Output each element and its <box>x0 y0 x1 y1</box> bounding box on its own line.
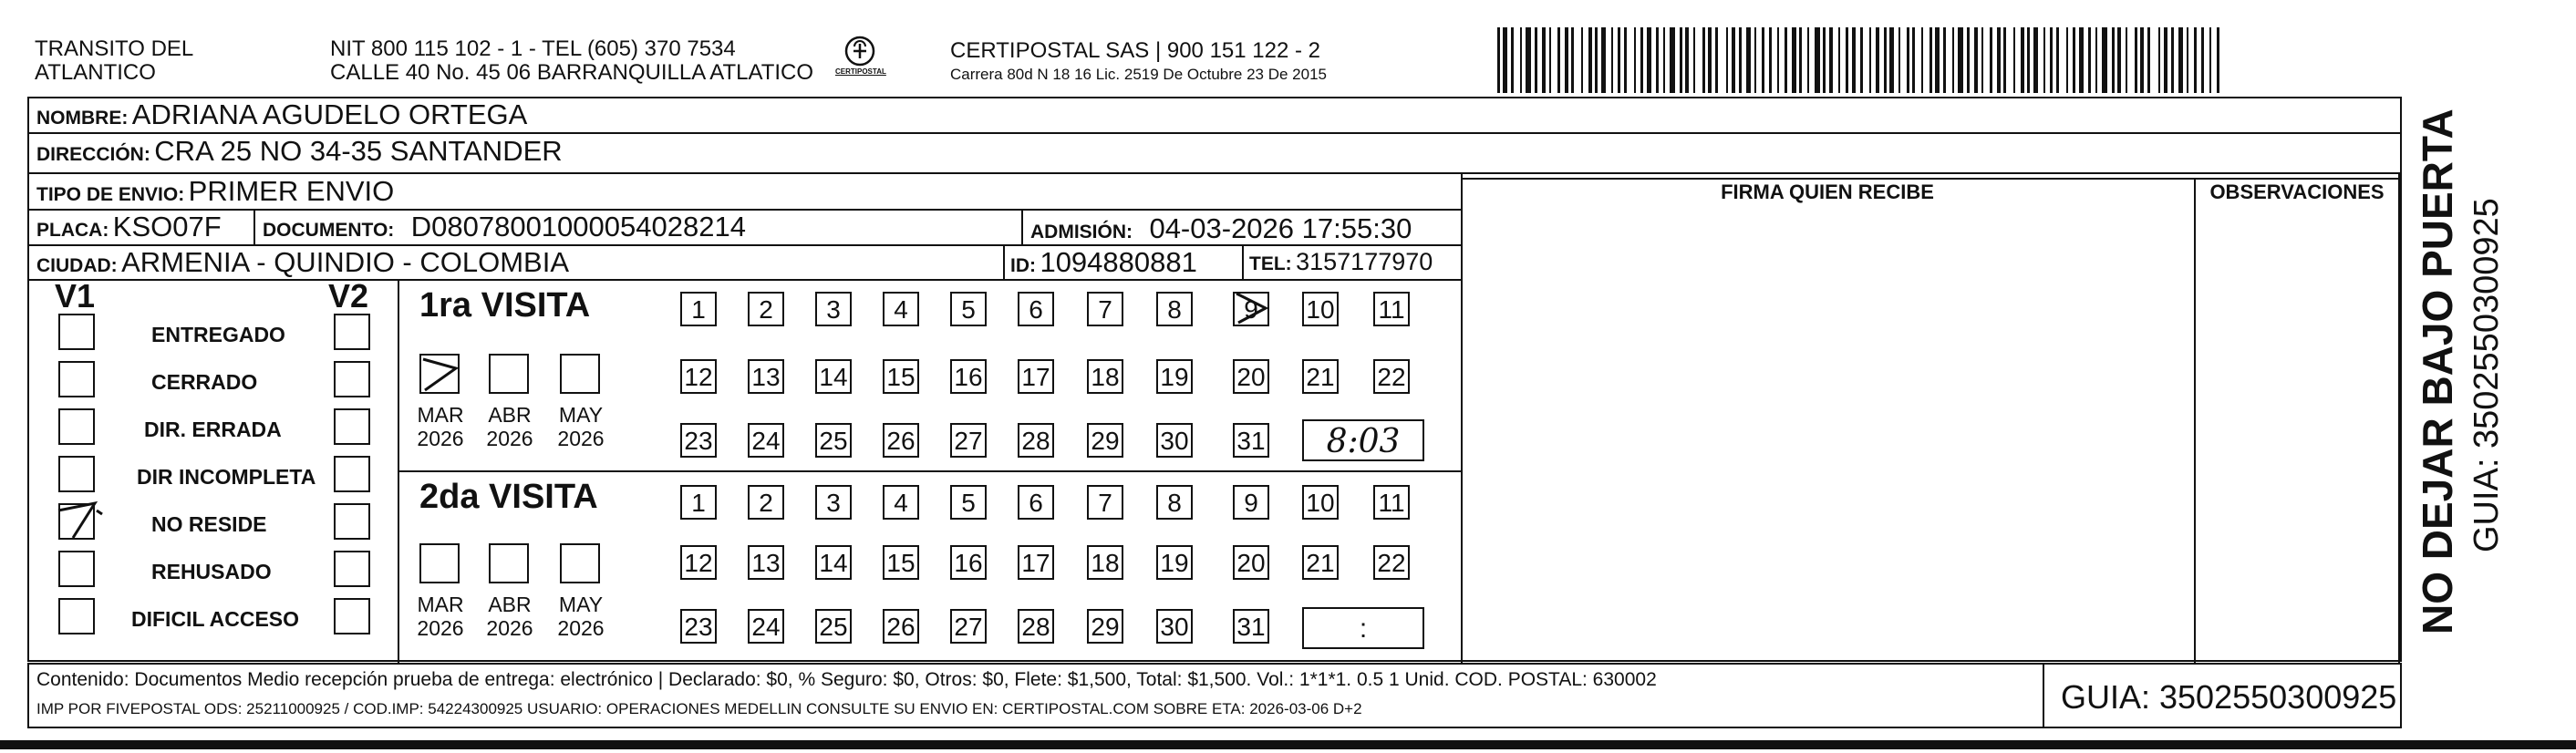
day-box-31[interactable]: 31 <box>1233 609 1269 644</box>
barcode-bar <box>1799 27 1802 93</box>
month-label: ABR <box>488 403 532 427</box>
day-box-31[interactable]: 31 <box>1233 423 1269 458</box>
document-label: DOCUMENTO: <box>263 220 395 241</box>
barcode-bar <box>2217 27 2219 93</box>
month-checkbox[interactable] <box>489 543 529 583</box>
barcode-bar <box>2194 27 2197 93</box>
barcode-bar <box>1997 27 2001 93</box>
barcode-bar <box>2021 27 2024 93</box>
day-box-29[interactable]: 29 <box>1087 423 1123 458</box>
barcode-bar <box>1595 27 1598 93</box>
day-box-9[interactable]: 9 <box>1233 292 1269 326</box>
tel-label: TEL: <box>1249 253 1292 274</box>
barcode-bar <box>2147 27 2150 93</box>
barcode-bar <box>1823 27 1826 93</box>
send-type-label: TIPO DE ENVIO: <box>36 184 185 205</box>
barcode-bar <box>2158 27 2160 93</box>
day-box-22[interactable]: 22 <box>1373 545 1410 580</box>
month-label: MAR <box>417 403 464 427</box>
day-box-24[interactable]: 24 <box>748 423 784 458</box>
barcode-bar <box>1746 27 1751 93</box>
barcode-bar <box>1974 27 1978 93</box>
v2-checkbox[interactable] <box>334 408 370 445</box>
day-box-12[interactable]: 12 <box>680 359 717 394</box>
barcode-bar <box>1549 27 1551 93</box>
day-box-29[interactable]: 29 <box>1087 609 1123 644</box>
barcode-bar <box>2201 27 2204 93</box>
barcode-bar <box>1884 27 1887 93</box>
month-label: MAY <box>558 403 604 427</box>
barcode-bar <box>1967 27 1970 93</box>
barcode-bar <box>1912 27 1915 93</box>
barcode-bar <box>1869 27 1871 93</box>
barcode-bar <box>1935 27 1940 93</box>
day-box-22[interactable]: 22 <box>1373 359 1410 394</box>
handwritten-mark <box>421 356 458 392</box>
send-type-row <box>36 175 394 208</box>
status-label: DIFICIL ACCESO <box>131 607 300 631</box>
month-checkbox[interactable] <box>419 543 460 583</box>
day-box-24[interactable]: 24 <box>748 609 784 644</box>
v2-checkbox[interactable] <box>334 361 370 397</box>
v2-checkbox[interactable] <box>334 503 370 540</box>
second-visit-title: 2da VISITA <box>419 478 598 516</box>
barcode-bar <box>1624 27 1627 93</box>
day-box-16[interactable]: 16 <box>950 359 987 394</box>
barcode-bar <box>1785 27 1787 93</box>
barcode-bar <box>1807 27 1809 93</box>
tel-row <box>1249 248 1433 276</box>
admission-datetime: 04-03-2026 17:55:30 <box>1149 212 1412 244</box>
status-label: DIR. ERRADA <box>144 418 282 441</box>
month-label: ABR <box>488 593 532 616</box>
barcode-bar <box>2013 27 2015 93</box>
barcode-bar <box>1792 27 1796 93</box>
barcode-bar <box>1981 27 1983 93</box>
barcode-bar <box>1754 27 1756 93</box>
id-number: 1094880881 <box>1040 246 1197 278</box>
barcode-bar <box>1846 27 1848 93</box>
plate-label: PLACA: <box>36 220 109 241</box>
barcode-bar <box>1907 27 1909 93</box>
v1-checkbox[interactable] <box>58 361 95 397</box>
day-box-17[interactable]: 17 <box>1018 545 1054 580</box>
barcode-bar <box>2178 27 2183 93</box>
barcode-bar <box>1497 27 1500 93</box>
day-box-2[interactable]: 2 <box>748 485 784 520</box>
do-not-leave-notice: NO DEJAR BAJO PUERTA <box>2414 108 2461 634</box>
month-year: 2026 <box>417 427 464 450</box>
day-box-5[interactable]: 5 <box>950 485 987 520</box>
month-year: 2026 <box>557 616 605 640</box>
day-box-4[interactable]: 4 <box>883 485 919 520</box>
barcode-bar <box>1581 27 1583 93</box>
month-year: 2026 <box>417 616 464 640</box>
barcode-bar <box>1693 27 1695 93</box>
barcode-bar <box>1611 27 1613 93</box>
footer-imp-line: IMP POR FIVEPOSTAL ODS: 25211000925 / COD.IMP: 54224300925 USUARIO: OPERACIONES MEDELLIN CONSULTE SU ENVIO EN: CERTIPOSTAL.COM SOBRE ETA: 2026-03-06 D+2 <box>36 700 1362 717</box>
barcode-bar <box>1898 27 1900 93</box>
barcode-bar <box>1634 27 1636 93</box>
v2-checkbox[interactable] <box>334 314 370 350</box>
day-box-20[interactable]: 20 <box>1233 359 1269 394</box>
name-label: NOMBRE: <box>36 108 129 129</box>
month-label: MAY <box>558 593 604 616</box>
day-box-11[interactable]: 11 <box>1373 292 1410 326</box>
day-box-25[interactable]: 25 <box>815 423 852 458</box>
bottom-edge-bar <box>0 740 2576 749</box>
barcode-bar <box>1656 27 1659 93</box>
day-box-12[interactable]: 12 <box>680 545 717 580</box>
recipient-address: CRA 25 NO 34-35 SANTANDER <box>154 135 563 167</box>
barcode-bar <box>1726 27 1728 93</box>
barcode-bar <box>2171 27 2174 93</box>
barcode-bar <box>1601 27 1606 93</box>
sender-name-line2: ATLANTICO <box>35 60 156 85</box>
send-type: PRIMER ENVIO <box>188 175 395 207</box>
day-box-3[interactable]: 3 <box>815 292 852 326</box>
barcode-bar <box>2135 27 2137 93</box>
sender-address-line: CALLE 40 No. 45 06 BARRANQUILLA ATLATICO <box>330 60 814 85</box>
barcode-bar <box>1618 27 1620 93</box>
day-box-23[interactable]: 23 <box>680 423 717 458</box>
day-box-17[interactable]: 17 <box>1018 359 1054 394</box>
barcode-bar <box>2095 27 2097 93</box>
day-box-19[interactable]: 19 <box>1156 545 1193 580</box>
barcode-bar <box>1565 27 1568 93</box>
barcode-bar <box>1777 27 1779 93</box>
name-row <box>36 98 527 131</box>
barcode-bar <box>1680 27 1682 93</box>
barcode-bar <box>2066 27 2068 93</box>
barcode-bar <box>1838 27 1840 93</box>
barcode-bar <box>2140 27 2144 93</box>
id-label: ID: <box>1010 255 1036 276</box>
day-box-26[interactable]: 26 <box>883 609 919 644</box>
day-box-11[interactable]: 11 <box>1373 485 1410 520</box>
v1-checkbox[interactable] <box>58 598 95 634</box>
status-label: ENTREGADO <box>151 323 285 346</box>
barcode-bar <box>2117 27 2121 93</box>
second-visit-time-placeholder: : <box>1359 614 1368 644</box>
id-row <box>1010 246 1197 279</box>
day-box-10[interactable]: 10 <box>1302 485 1339 520</box>
barcode-bar <box>2112 27 2115 93</box>
first-visit-time-handwritten: 8:03 <box>1326 423 1401 460</box>
barcode-bar <box>2056 27 2059 93</box>
day-box-28[interactable]: 28 <box>1018 423 1054 458</box>
month-year: 2026 <box>557 427 605 450</box>
barcode-bar <box>1921 27 1923 93</box>
barcode-bar <box>1715 27 1718 93</box>
barcode-bar <box>2079 27 2084 93</box>
barcode-bar <box>2050 27 2053 93</box>
day-box-4[interactable]: 4 <box>883 292 919 326</box>
company-line: CERTIPOSTAL SAS | 900 151 122 - 2 <box>950 38 1320 63</box>
day-box-6[interactable]: 6 <box>1018 485 1054 520</box>
month-checkbox[interactable] <box>560 354 600 394</box>
day-box-27[interactable]: 27 <box>950 609 987 644</box>
barcode-bar <box>1640 27 1643 93</box>
plate-row <box>36 211 222 243</box>
admission-label: ADMISIÓN: <box>1030 222 1133 242</box>
first-visit-time-box[interactable] <box>1302 419 1424 461</box>
barcode-bar <box>1670 27 1675 93</box>
plate: KSO07F <box>112 211 222 242</box>
barcode-bar <box>1958 27 1963 93</box>
city: ARMENIA - QUINDIO - COLOMBIA <box>121 246 569 278</box>
day-box-9[interactable]: 9 <box>1233 485 1269 520</box>
barcode-bar <box>2043 27 2045 93</box>
barcode-bar <box>1952 27 1954 93</box>
barcode-bar <box>1815 27 1820 93</box>
sender-nit-line: NIT 800 115 102 - 1 - TEL (605) 370 7534 <box>330 36 736 61</box>
barcode-bar <box>1769 27 1772 93</box>
day-box-10[interactable]: 10 <box>1302 292 1339 326</box>
barcode-bar <box>1889 27 1894 93</box>
footer-guide-number: GUIA: 3502550300925 <box>2061 678 2397 716</box>
barcode-bar <box>1762 27 1764 93</box>
barcode-bar <box>2164 27 2167 93</box>
day-box-28[interactable]: 28 <box>1018 609 1054 644</box>
barcode <box>1497 27 2227 95</box>
barcode-bar <box>1663 27 1665 93</box>
logo-text: CERTIPOSTAL <box>835 67 886 76</box>
month-year: 2026 <box>486 427 533 450</box>
day-box-14[interactable]: 14 <box>815 545 852 580</box>
barcode-bar <box>1503 27 1507 93</box>
status-label: DIR INCOMPLETA <box>137 465 316 489</box>
recipient-name: ADRIANA AGUDELO ORTEGA <box>131 98 528 130</box>
day-box-20[interactable]: 20 <box>1233 545 1269 580</box>
v1-checkbox[interactable] <box>58 314 95 350</box>
day-box-27[interactable]: 27 <box>950 423 987 458</box>
status-label: NO RESIDE <box>151 512 267 536</box>
first-visit-title: 1ra VISITA <box>419 286 591 325</box>
second-visit-time-box[interactable] <box>1302 607 1424 649</box>
sender-name-line1: TRANSITO DEL <box>35 36 194 61</box>
barcode-bar <box>2209 27 2211 93</box>
month-year: 2026 <box>486 616 533 640</box>
barcode-bar <box>1860 27 1863 93</box>
barcode-bar <box>1943 27 1946 93</box>
barcode-bar <box>1829 27 1833 93</box>
city-row <box>36 246 569 279</box>
observations-column-header: OBSERVACIONES <box>2209 181 2385 203</box>
day-box-7[interactable]: 7 <box>1087 485 1123 520</box>
license-line: Carrera 80d N 18 16 Lic. 2519 De Octubre 23 De 2015 <box>950 66 1327 83</box>
barcode-bar <box>1732 27 1735 93</box>
day-box-1[interactable]: 1 <box>680 485 717 520</box>
day-box-8[interactable]: 8 <box>1156 485 1193 520</box>
day-box-16[interactable]: 16 <box>950 545 987 580</box>
city-label: CIUDAD: <box>36 255 118 276</box>
barcode-bar <box>1526 27 1531 93</box>
day-box-7[interactable]: 7 <box>1087 292 1123 326</box>
day-box-3[interactable]: 3 <box>815 485 852 520</box>
day-box-25[interactable]: 25 <box>815 609 852 644</box>
day-box-8[interactable]: 8 <box>1156 292 1193 326</box>
month-checkbox[interactable] <box>560 543 600 583</box>
footer-content-line: Contenido: Documentos Medio recepción prueba de entrega: electrónico | Declarado: $0, % Seguro: $0, Otros: $0, Flete: $1,500, Total: $1,500. Vol.: 1*1*1. 0.5 1 Unid. COD. POSTAL: 630002 <box>36 669 1657 690</box>
barcode-bar <box>2088 27 2091 93</box>
day-box-15[interactable]: 15 <box>883 359 919 394</box>
month-checkbox[interactable] <box>489 354 529 394</box>
barcode-bar <box>1708 27 1712 93</box>
barcode-bar <box>1520 27 1522 93</box>
barcode-bar <box>1852 27 1856 93</box>
day-box-21[interactable]: 21 <box>1302 545 1339 580</box>
barcode-bar <box>1588 27 1592 93</box>
certipostal-logo-icon <box>832 33 888 89</box>
v2-label: V2 <box>328 277 369 315</box>
barcode-bar <box>1535 27 1537 93</box>
admission-row <box>1030 212 1412 245</box>
document-number: D08078001000054028214 <box>410 211 746 242</box>
barcode-bar <box>1542 27 1546 93</box>
barcode-bar <box>2073 27 2075 93</box>
v1-checkbox[interactable] <box>58 551 95 587</box>
day-box-23[interactable]: 23 <box>680 609 717 644</box>
tel-number: 3157177970 <box>1296 248 1433 275</box>
barcode-bar <box>1929 27 1932 93</box>
v1-checkbox[interactable] <box>58 456 95 492</box>
day-box-18[interactable]: 18 <box>1087 545 1123 580</box>
barcode-bar <box>1511 27 1514 93</box>
status-label: REHUSADO <box>151 560 272 583</box>
barcode-bar <box>2003 27 2006 93</box>
day-box-6[interactable]: 6 <box>1018 292 1054 326</box>
barcode-bar <box>2126 27 2127 93</box>
signature-column-header: FIRMA QUIEN RECIBE <box>1721 181 1934 203</box>
barcode-bar <box>1647 27 1651 93</box>
v2-checkbox[interactable] <box>334 551 370 587</box>
address-row <box>36 135 563 168</box>
v2-checkbox[interactable] <box>334 456 370 492</box>
day-box-30[interactable]: 30 <box>1156 609 1193 644</box>
handwritten-day-mark <box>1229 288 1271 328</box>
barcode-bar <box>2187 27 2188 93</box>
handwritten-check-mark <box>55 498 106 543</box>
day-box-1[interactable]: 1 <box>680 292 717 326</box>
day-box-13[interactable]: 13 <box>748 359 784 394</box>
v1-checkbox[interactable] <box>58 408 95 445</box>
day-box-19[interactable]: 19 <box>1156 359 1193 394</box>
day-box-21[interactable]: 21 <box>1302 359 1339 394</box>
day-box-18[interactable]: 18 <box>1087 359 1123 394</box>
month-checkbox[interactable] <box>419 354 460 394</box>
day-box-30[interactable]: 30 <box>1156 423 1193 458</box>
day-box-5[interactable]: 5 <box>950 292 987 326</box>
barcode-bar <box>1557 27 1560 93</box>
address-label: DIRECCIÓN: <box>36 144 150 165</box>
barcode-bar <box>1990 27 1992 93</box>
barcode-bar <box>2102 27 2107 93</box>
barcode-bar <box>1876 27 1879 93</box>
day-box-15[interactable]: 15 <box>883 545 919 580</box>
barcode-bar <box>1702 27 1705 93</box>
day-box-14[interactable]: 14 <box>815 359 852 394</box>
month-label: MAR <box>417 593 464 616</box>
barcode-bar <box>1685 27 1689 93</box>
barcode-bar <box>2027 27 2030 93</box>
day-box-26[interactable]: 26 <box>883 423 919 458</box>
barcode-bar <box>1739 27 1742 93</box>
v1-label: V1 <box>55 277 96 315</box>
day-box-2[interactable]: 2 <box>748 292 784 326</box>
day-box-13[interactable]: 13 <box>748 545 784 580</box>
barcode-bar <box>2033 27 2038 93</box>
v2-checkbox[interactable] <box>334 598 370 634</box>
status-label: CERRADO <box>151 370 258 394</box>
barcode-bar <box>1571 27 1574 93</box>
side-guide-number: GUIA: 3502550300925 <box>2467 198 2506 552</box>
document-row <box>263 211 746 243</box>
